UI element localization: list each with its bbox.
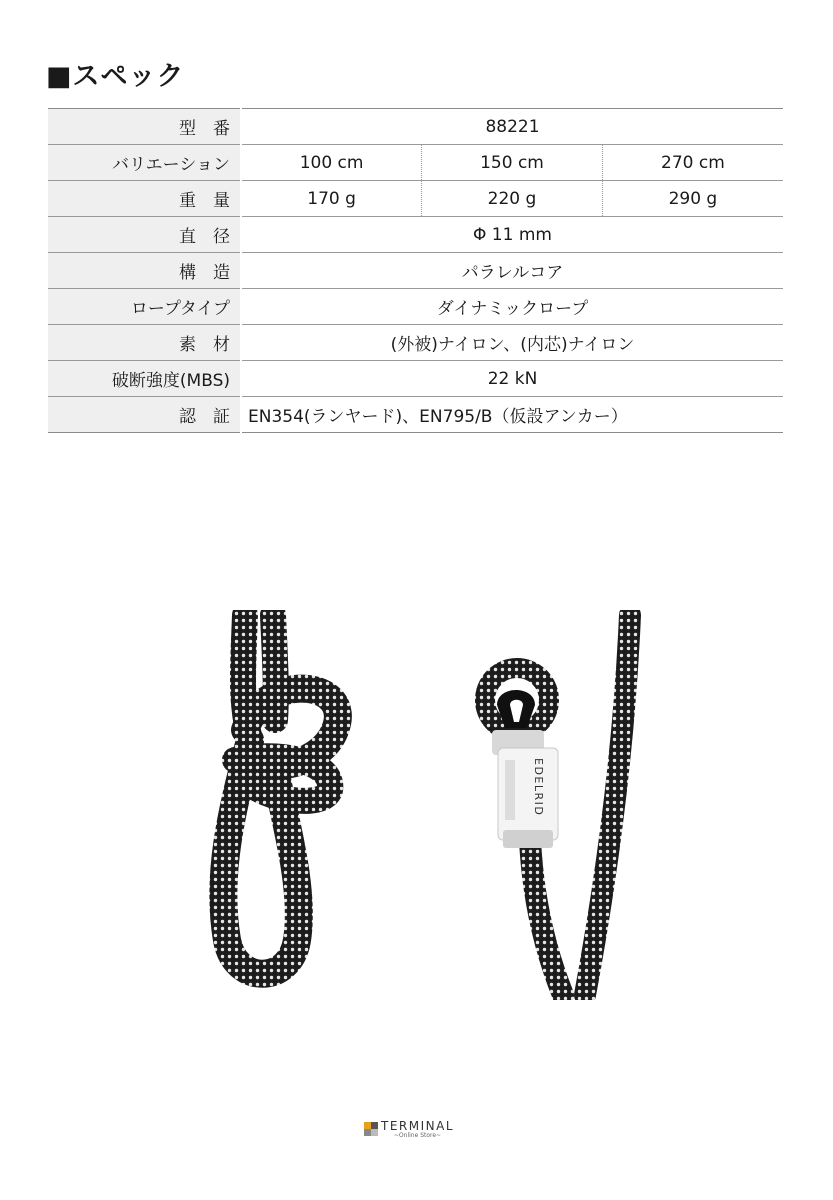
edelrid-label: EDELRID bbox=[532, 758, 545, 817]
spec-label: 破断強度(MBS) bbox=[48, 361, 241, 397]
spec-value: Φ 11 mm bbox=[241, 217, 783, 253]
spec-label: 素 材 bbox=[48, 325, 241, 361]
spec-row-certification bbox=[48, 397, 783, 433]
spec-label: 直 径 bbox=[48, 217, 241, 253]
spec-row-structure bbox=[48, 253, 783, 289]
product-photo bbox=[205, 610, 655, 1000]
spec-row-weight bbox=[48, 181, 783, 217]
spec-label: 認 証 bbox=[48, 397, 241, 433]
spec-label: 構 造 bbox=[48, 253, 241, 289]
spec-value: 150 cm bbox=[422, 145, 603, 181]
logo-name: TERMINAL bbox=[381, 1118, 455, 1133]
spec-row-diameter bbox=[48, 217, 783, 253]
spec-label: ロープタイプ bbox=[48, 289, 241, 325]
logo-subtitle: ~Online Store~ bbox=[393, 1131, 442, 1139]
spec-value: 220 g bbox=[422, 181, 603, 217]
logo-mark-icon bbox=[364, 1122, 378, 1136]
spec-value: ダイナミックロープ bbox=[241, 289, 783, 325]
terminal-logo bbox=[364, 1118, 454, 1140]
spec-value: 270 cm bbox=[602, 145, 783, 181]
spec-value: パラレルコア bbox=[241, 253, 783, 289]
spec-row-rope-type bbox=[48, 289, 783, 325]
spec-value: 170 g bbox=[241, 181, 422, 217]
spec-value: 22 kN bbox=[241, 361, 783, 397]
eye-terminated-rope bbox=[485, 615, 630, 995]
section-title: ■スペック bbox=[46, 61, 185, 92]
spec-value: 290 g bbox=[602, 181, 783, 217]
spec-label: 型 番 bbox=[48, 109, 241, 145]
spec-value: 100 cm bbox=[241, 145, 422, 181]
spec-label: 重 量 bbox=[48, 181, 241, 217]
spec-label: バリエーション bbox=[48, 145, 241, 181]
spec-row-model bbox=[48, 109, 783, 145]
spec-table bbox=[48, 108, 783, 433]
spec-value: EN354(ランヤード)、EN795/B（仮設アンカー） bbox=[241, 397, 783, 433]
spec-value: 88221 bbox=[485, 116, 540, 137]
knotted-rope bbox=[223, 615, 338, 974]
spec-row-mbs bbox=[48, 361, 783, 397]
spec-row-material bbox=[48, 325, 783, 361]
spec-row-variation bbox=[48, 145, 783, 181]
spec-value: (外被)ナイロン、(内芯)ナイロン bbox=[241, 325, 783, 361]
